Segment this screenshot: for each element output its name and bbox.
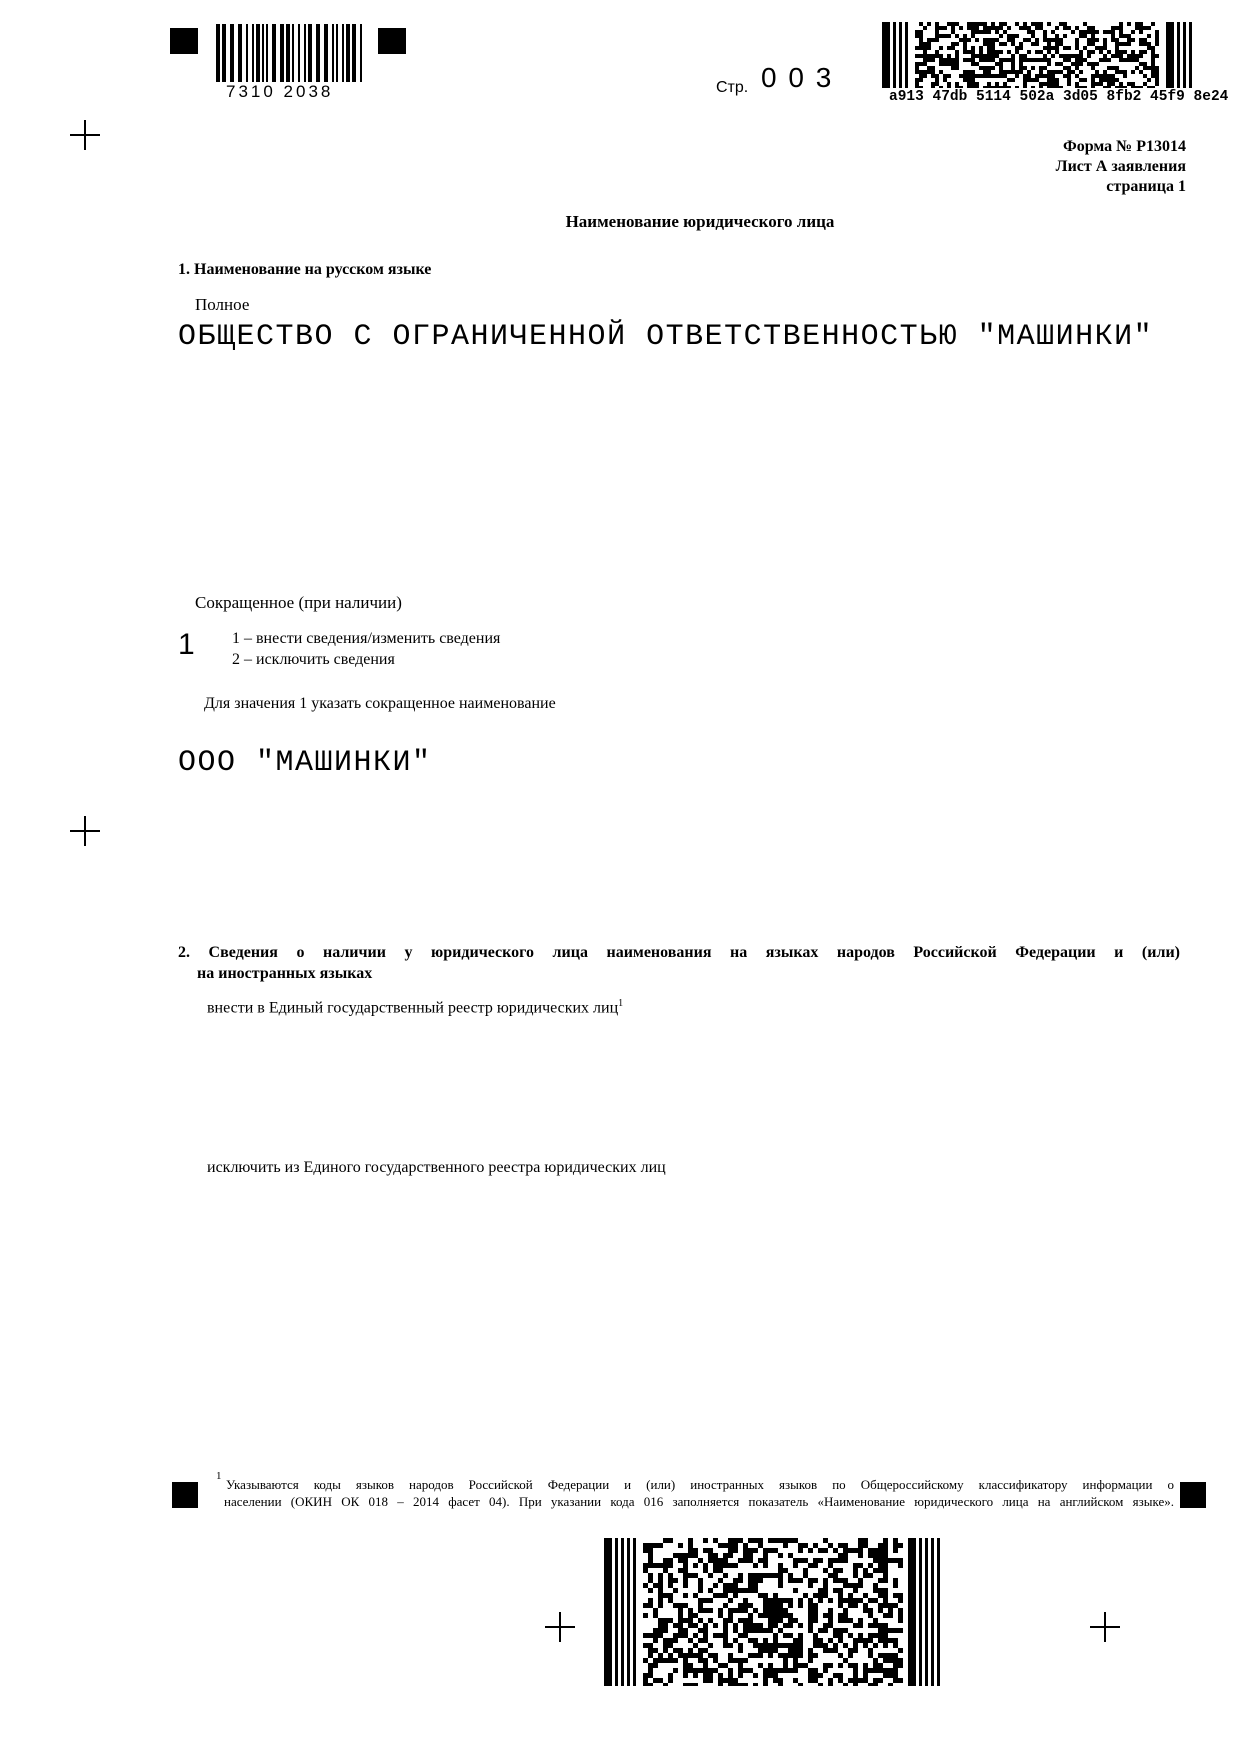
barcode-number: 7310 2038 <box>226 82 334 101</box>
short-name-value: ООО "МАШИНКИ" <box>178 746 432 780</box>
matrix-barcode-top <box>882 22 1192 88</box>
remove-languages-label: исключить из Единого государственного реестра юридических лиц <box>207 1159 666 1176</box>
form-number: Форма № Р13014 <box>1062 138 1186 155</box>
short-name-option-value: 1 <box>178 628 195 661</box>
footnote-line1: Указываются коды языков народов Российской Федерации и (или) иностранных языков по Общероссийскому классификатору информации о <box>226 1477 1174 1492</box>
footnote-reference: 1 <box>618 998 624 1009</box>
form-sheet: Лист А заявления <box>1055 158 1186 175</box>
corner-marker-bottom-right <box>1180 1482 1206 1508</box>
corner-marker-top-left <box>170 28 198 54</box>
registration-cross <box>1090 1612 1120 1642</box>
footnote-mark: 1 <box>216 1470 222 1482</box>
page-label: Стр. <box>716 79 749 96</box>
linear-barcode <box>216 24 364 84</box>
add-languages-label <box>207 998 623 1017</box>
full-name-label: Полное <box>195 295 250 314</box>
section2-heading-line1: 2. Сведения о наличии у юридического лица наименования на языках народов Российской Федерации и (или) <box>178 944 1180 961</box>
matrix-barcode-bottom <box>604 1538 940 1686</box>
registration-cross <box>70 120 100 150</box>
form-page: страница 1 <box>1106 178 1186 195</box>
page-number: 0 0 3 <box>761 62 834 93</box>
registration-cross <box>70 816 100 846</box>
corner-marker-top-middle <box>378 28 406 54</box>
page-title: Наименование юридического лица <box>565 212 835 231</box>
add-languages-text: внести в Единый государственный реестр юридических лиц <box>207 999 619 1017</box>
short-name-hint: Для значения 1 указать сокращенное наименование <box>204 695 556 712</box>
footnote <box>226 1476 1174 1510</box>
corner-marker-bottom-left <box>172 1482 198 1508</box>
registration-cross <box>545 1612 575 1642</box>
section2-heading <box>178 942 1180 984</box>
section2-heading-line2: на иностранных языках <box>197 965 373 982</box>
section1-heading: 1. Наименование на русском языке <box>178 261 432 278</box>
short-name-option2: 2 – исключить сведения <box>232 651 395 668</box>
short-name-label: Сокращенное (при наличии) <box>195 593 402 612</box>
full-name-value: ОБЩЕСТВО С ОГРАНИЧЕННОЙ ОТВЕТСТВЕННОСТЬЮ "МАШИНКИ" <box>178 320 1154 354</box>
form-identifier <box>1056 137 1186 197</box>
hash-code: a913 47db 5114 502a 3d05 8fb2 45f9 8e24 <box>889 89 1229 105</box>
footnote-line2: населении (ОКИН ОК 018 – 2014 фасет 04). При указании кода 016 заполняется показатель «Наименование юридического лица на английском языке». <box>224 1494 1174 1509</box>
short-name-option1: 1 – внести сведения/изменить сведения <box>232 630 501 647</box>
